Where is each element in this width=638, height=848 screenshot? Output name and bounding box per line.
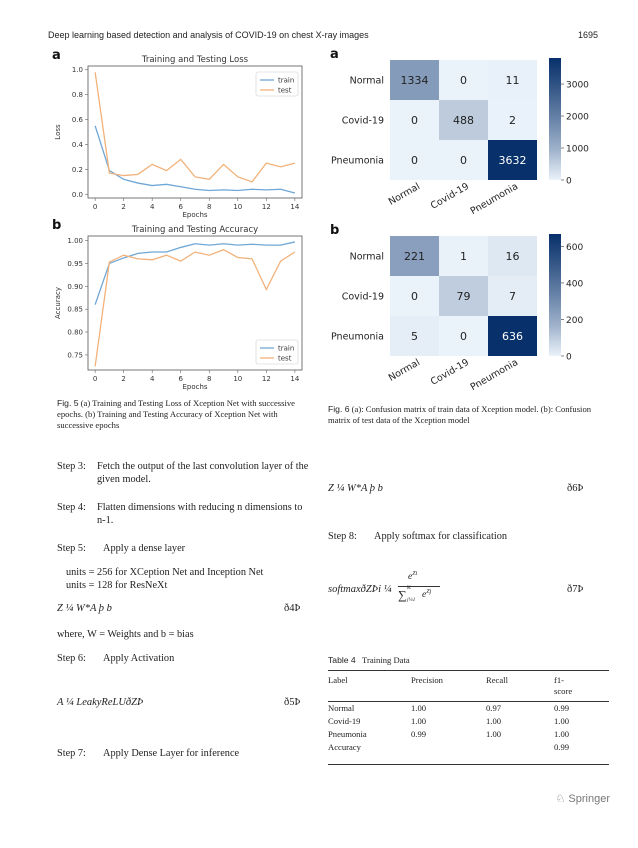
col-label: Covid-19: [428, 181, 471, 212]
col-label: Pneumonia: [468, 181, 520, 218]
cell-value: 7: [509, 290, 516, 303]
x-tick-label: 14: [290, 203, 300, 211]
legend-label: train: [278, 344, 295, 353]
cell-value: 5: [411, 330, 418, 343]
table-cell: [486, 741, 554, 754]
row-label: Covid-19: [341, 291, 384, 303]
row-label: Covid-19: [341, 115, 384, 127]
y-tick-label: 1.0: [71, 66, 83, 75]
table4-top-rule: [328, 670, 609, 671]
table-cell: Pneumonia: [328, 729, 367, 739]
cell-value: 1: [460, 250, 467, 263]
table-cell: 1.00: [486, 716, 502, 726]
colorbar-label: 1000: [566, 144, 589, 155]
table-cell: Covid-19: [328, 716, 361, 726]
y-tick-label: 0.8: [71, 91, 83, 100]
step-7-label: Step 7:: [57, 748, 86, 759]
step-3-label: Step 3:: [57, 461, 86, 472]
equation-5: A ¼ LeakyReLUðZÞ: [57, 697, 144, 708]
step-5-label: Step 5:: [57, 543, 86, 554]
y-tick-label: 0.75: [67, 351, 83, 360]
x-tick-label: 6: [178, 375, 183, 383]
step-6: [57, 652, 312, 665]
x-axis-label: Epochs: [182, 211, 208, 219]
cell-value: 79: [456, 290, 471, 303]
series-line-train: [95, 126, 295, 193]
step-7: [57, 747, 312, 760]
cell-value: 0: [460, 74, 467, 87]
col-label: Normal: [386, 181, 422, 208]
colorbar-label: 600: [566, 242, 584, 253]
x-tick-label: 4: [149, 203, 155, 211]
cell-value: 488: [453, 114, 474, 127]
equation-7-fraction: [398, 568, 458, 608]
col-label: Normal: [386, 357, 422, 384]
step-5: [57, 542, 312, 555]
equation-6-number: ð6Þ: [567, 483, 584, 494]
table-row: [328, 702, 609, 715]
panel-letter: b: [330, 223, 340, 238]
step-5-text: Apply a dense layer: [103, 543, 186, 554]
cell-value: 636: [502, 330, 523, 343]
step-6-text: Apply Activation: [103, 653, 175, 664]
step-4-text: Flatten dimensions with reducing n dimensions to n-1.: [97, 502, 303, 526]
x-tick-label: 12: [261, 203, 271, 211]
legend-label: train: [278, 76, 295, 85]
softmax-denominator: ∑ K j¼1 $e^{Zj}$: [398, 585, 432, 603]
x-tick-label: 4: [149, 375, 155, 383]
fig6-caption: [328, 404, 596, 426]
fig5-caption-label: Fig. 5: [57, 398, 79, 408]
table-cell: 1.00: [554, 716, 570, 726]
table-cell: 0.99: [554, 742, 570, 752]
publisher-name: Springer: [568, 793, 610, 805]
fig5a-loss-chart: [48, 48, 310, 224]
y-tick-label: 0.4: [71, 140, 83, 149]
fig5-caption: [57, 398, 309, 431]
units-line-2: units = 128 for ResNeXt: [66, 580, 168, 591]
equation-6: Z ¼ W*A þ b: [328, 483, 383, 494]
table4-title: Training Data: [362, 655, 410, 665]
step-6-label: Step 6:: [57, 653, 86, 664]
x-tick-label: 8: [207, 375, 212, 383]
row-label: Pneumonia: [331, 331, 384, 343]
y-tick-label: 0.80: [67, 328, 83, 337]
chart-a-group: [52, 48, 302, 219]
fig6-caption-text: (a): Confusion matrix of train data of Xception model. (b): Confusion matrix of test data of the Xception model: [328, 404, 592, 425]
panel-letter: a: [52, 48, 61, 63]
cell-value: 11: [505, 74, 520, 87]
x-tick-label: 0: [92, 203, 98, 211]
y-axis-label: Accuracy: [54, 287, 62, 319]
row-label: Pneumonia: [331, 155, 384, 167]
table-header-cell: Recall: [486, 675, 508, 685]
cell-value: 0: [411, 154, 418, 167]
colorbar-label: 3000: [566, 80, 589, 91]
cell-value: 16: [505, 250, 520, 263]
equation-4: Z ¼ W*A þ b: [57, 603, 112, 614]
step-7-text: Apply Dense Layer for inference: [103, 748, 240, 759]
x-tick-label: 0: [92, 375, 98, 383]
fig6-caption-label: Fig. 6: [328, 404, 350, 414]
cell-value: 2: [509, 114, 516, 127]
step-4: [57, 501, 312, 527]
chart-title: Training and Testing Accuracy: [131, 225, 259, 235]
x-tick-label: 8: [207, 203, 212, 211]
step-3-text: Fetch the output of the last convolution layer of the given model.: [97, 461, 309, 485]
fig5-caption-text: (a) Training and Testing Loss of Xception Net with successive epochs. (b) Training and Testing Accuracy of Xception Net with successive epochs: [57, 398, 295, 430]
step-8: [328, 530, 596, 543]
y-tick-label: 0.95: [67, 259, 83, 268]
table4: [328, 674, 609, 754]
softmax-numerator: $e^{Zi}$: [408, 571, 418, 583]
cm-a-group: [330, 47, 589, 217]
springer-horse-icon: ♘: [555, 793, 566, 805]
table-row: [328, 715, 609, 728]
col-label: Covid-19: [428, 357, 471, 388]
equation-7-lhs: softmaxðZÞi ¼: [328, 584, 392, 595]
units-line-1: units = 256 for XCeption Net and Inception Net: [66, 567, 264, 578]
table-cell: 0.99: [554, 703, 570, 713]
row-label: Normal: [349, 75, 384, 87]
x-tick-label: 14: [290, 375, 300, 383]
running-header-title: Deep learning based detection and analysis of COVID-19 on chest X-ray images: [48, 30, 369, 40]
table-row: [328, 728, 609, 741]
colorbar: [549, 58, 561, 180]
fraction-bar: [398, 586, 440, 587]
step-3: [57, 460, 312, 486]
x-tick-label: 12: [261, 375, 271, 383]
table4-label: Table 4: [328, 655, 356, 665]
chart-title: Training and Testing Loss: [141, 55, 249, 65]
cell-value: 1334: [400, 74, 429, 87]
fig6a-confusion-matrix: [328, 47, 596, 230]
colorbar: [549, 234, 561, 356]
page-number: 1695: [577, 30, 598, 40]
table-header-row: [328, 674, 609, 698]
x-tick-label: 10: [233, 203, 243, 211]
colorbar-label: 400: [566, 279, 584, 290]
table-cell: 1.00: [554, 729, 570, 739]
cell-value: 0: [411, 114, 418, 127]
legend-label: test: [278, 354, 292, 363]
equation-5-number: ð5Þ: [284, 697, 301, 708]
table-cell: Accuracy: [328, 742, 361, 752]
table-header-cell: Precision: [411, 675, 443, 685]
colorbar-label: 0: [566, 352, 572, 363]
equation-7-number: ð7Þ: [567, 584, 584, 595]
step-8-label: Step 8:: [328, 531, 357, 542]
equation-4-number: ð4Þ: [284, 603, 301, 614]
cell-value: 0: [460, 154, 467, 167]
y-axis-label: Loss: [54, 124, 62, 140]
table-cell: 1.00: [411, 703, 427, 713]
table-cell: Normal: [328, 703, 355, 713]
cm-b-group: [330, 223, 583, 393]
cell-value: 0: [460, 330, 467, 343]
fig5b-accuracy-chart: [48, 218, 310, 396]
springer-logo: [555, 792, 610, 805]
panel-letter: b: [52, 218, 62, 233]
col-label: Pneumonia: [468, 357, 520, 394]
where-definition: where, W = Weights and b = bias: [57, 629, 194, 640]
y-tick-label: 0.6: [71, 116, 83, 125]
cell-value: 3632: [498, 154, 527, 167]
y-tick-label: 1.00: [67, 237, 83, 246]
table-cell: [411, 741, 486, 754]
cell-value: 0: [411, 290, 418, 303]
table4-caption: [328, 655, 410, 666]
chart-b-group: [52, 218, 302, 391]
colorbar-label: 2000: [566, 112, 589, 123]
x-axis-label: Epochs: [182, 383, 208, 391]
table4-bottom-rule: [328, 764, 609, 765]
table-cell: 1.00: [411, 716, 427, 726]
table-cell: 1.00: [486, 729, 502, 739]
table-cell: 0.97: [486, 703, 502, 713]
cell-value: 221: [404, 250, 425, 263]
legend-label: test: [278, 86, 292, 95]
x-tick-label: 2: [121, 375, 126, 383]
step-8-text: Apply softmax for classification: [374, 531, 507, 542]
colorbar-label: 200: [566, 315, 584, 326]
colorbar-label: 0: [566, 176, 572, 187]
x-tick-label: 10: [233, 375, 243, 383]
table-cell: 0.99: [411, 729, 427, 739]
y-tick-label: 0.0: [71, 190, 83, 199]
sum-symbol-icon: ∑: [398, 588, 407, 602]
x-tick-label: 2: [121, 203, 126, 211]
panel-letter: a: [330, 47, 339, 62]
y-tick-label: 0.2: [71, 165, 83, 174]
x-tick-label: 6: [178, 203, 183, 211]
y-tick-label: 0.85: [67, 305, 83, 314]
fig6b-confusion-matrix: [328, 223, 596, 402]
step-4-label: Step 4:: [57, 502, 86, 513]
y-tick-label: 0.90: [67, 282, 83, 291]
row-label: Normal: [349, 251, 384, 263]
table-row: [328, 741, 609, 754]
table-header-cell: Label: [328, 675, 348, 685]
table-header-cell: f1- score: [554, 675, 573, 696]
